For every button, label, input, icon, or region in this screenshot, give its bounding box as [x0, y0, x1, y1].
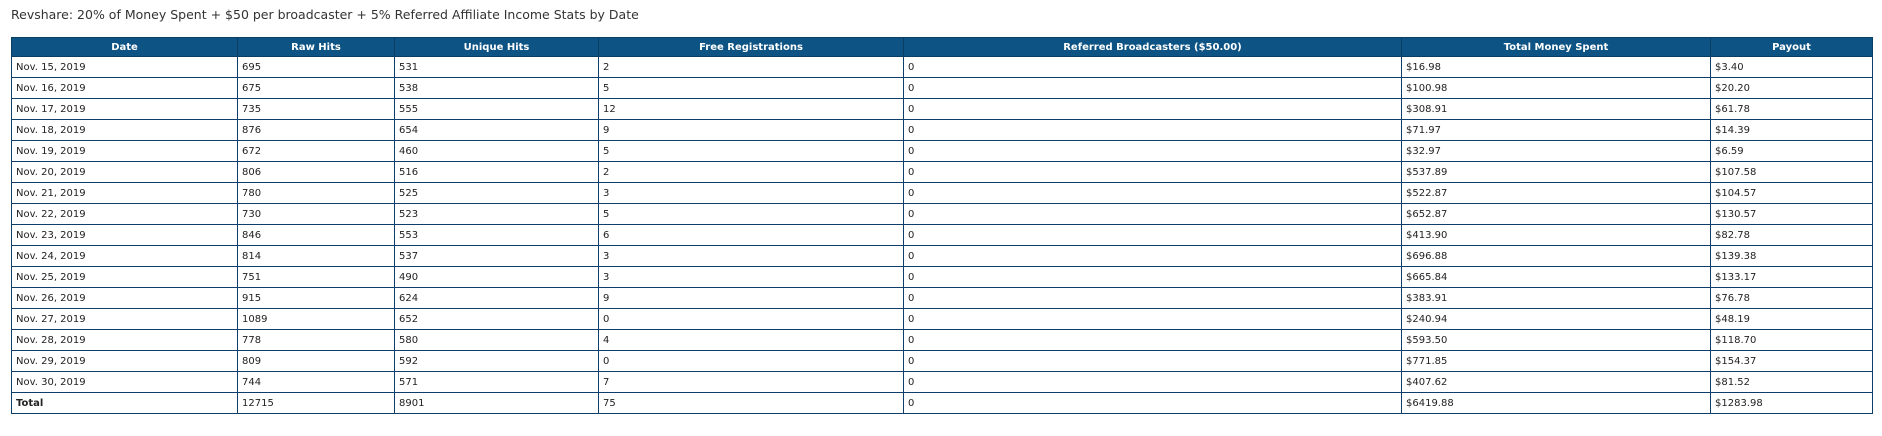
cell-raw-hits: 735 [238, 99, 395, 120]
cell-date: Nov. 28, 2019 [12, 330, 238, 351]
cell-referred-broadcasters: 0 [904, 57, 1402, 78]
cell-payout: $133.17 [1711, 267, 1873, 288]
cell-unique-hits: 652 [395, 309, 599, 330]
cell-unique-hits: 592 [395, 351, 599, 372]
cell-total-money-spent: $413.90 [1402, 225, 1711, 246]
cell-payout: $20.20 [1711, 78, 1873, 99]
table-body [12, 57, 1873, 414]
total-referred-broadcasters: 0 [904, 393, 1402, 414]
cell-referred-broadcasters: 0 [904, 225, 1402, 246]
cell-free-registrations: 9 [599, 288, 904, 309]
cell-date: Nov. 27, 2019 [12, 309, 238, 330]
cell-unique-hits: 571 [395, 372, 599, 393]
cell-unique-hits: 555 [395, 99, 599, 120]
cell-free-registrations: 5 [599, 204, 904, 225]
cell-total-money-spent: $593.50 [1402, 330, 1711, 351]
cell-free-registrations: 2 [599, 57, 904, 78]
cell-raw-hits: 672 [238, 141, 395, 162]
table-row [12, 204, 1873, 225]
cell-total-money-spent: $771.85 [1402, 351, 1711, 372]
column-header-unique-hits[interactable]: Unique Hits [395, 38, 599, 57]
table-row [12, 78, 1873, 99]
cell-free-registrations: 3 [599, 246, 904, 267]
cell-total-money-spent: $16.98 [1402, 57, 1711, 78]
total-unique-hits: 8901 [395, 393, 599, 414]
total-free-registrations: 75 [599, 393, 904, 414]
table-row [12, 183, 1873, 204]
cell-referred-broadcasters: 0 [904, 372, 1402, 393]
cell-referred-broadcasters: 0 [904, 162, 1402, 183]
cell-unique-hits: 537 [395, 246, 599, 267]
table-row [12, 372, 1873, 393]
cell-unique-hits: 525 [395, 183, 599, 204]
total-total-money-spent: $6419.88 [1402, 393, 1711, 414]
cell-raw-hits: 751 [238, 267, 395, 288]
cell-payout: $139.38 [1711, 246, 1873, 267]
cell-raw-hits: 806 [238, 162, 395, 183]
table-row [12, 330, 1873, 351]
cell-free-registrations: 3 [599, 267, 904, 288]
cell-payout: $48.19 [1711, 309, 1873, 330]
cell-unique-hits: 460 [395, 141, 599, 162]
cell-total-money-spent: $537.89 [1402, 162, 1711, 183]
cell-raw-hits: 814 [238, 246, 395, 267]
cell-unique-hits: 553 [395, 225, 599, 246]
cell-total-money-spent: $522.87 [1402, 183, 1711, 204]
cell-raw-hits: 846 [238, 225, 395, 246]
cell-date: Nov. 15, 2019 [12, 57, 238, 78]
cell-date: Nov. 16, 2019 [12, 78, 238, 99]
cell-referred-broadcasters: 0 [904, 204, 1402, 225]
cell-free-registrations: 0 [599, 351, 904, 372]
cell-payout: $3.40 [1711, 57, 1873, 78]
cell-raw-hits: 695 [238, 57, 395, 78]
cell-free-registrations: 3 [599, 183, 904, 204]
cell-payout: $154.37 [1711, 351, 1873, 372]
cell-payout: $14.39 [1711, 120, 1873, 141]
cell-date: Nov. 25, 2019 [12, 267, 238, 288]
cell-referred-broadcasters: 0 [904, 183, 1402, 204]
cell-payout: $118.70 [1711, 330, 1873, 351]
cell-date: Nov. 29, 2019 [12, 351, 238, 372]
column-header-total-money-spent[interactable]: Total Money Spent [1402, 38, 1711, 57]
cell-referred-broadcasters: 0 [904, 267, 1402, 288]
table-row [12, 225, 1873, 246]
cell-date: Nov. 24, 2019 [12, 246, 238, 267]
total-date: Total [12, 393, 238, 414]
table-row [12, 141, 1873, 162]
table-row [12, 57, 1873, 78]
cell-total-money-spent: $696.88 [1402, 246, 1711, 267]
total-raw-hits: 12715 [238, 393, 395, 414]
cell-unique-hits: 490 [395, 267, 599, 288]
cell-date: Nov. 23, 2019 [12, 225, 238, 246]
cell-raw-hits: 876 [238, 120, 395, 141]
table-row [12, 99, 1873, 120]
cell-free-registrations: 4 [599, 330, 904, 351]
cell-raw-hits: 915 [238, 288, 395, 309]
cell-total-money-spent: $100.98 [1402, 78, 1711, 99]
cell-raw-hits: 809 [238, 351, 395, 372]
table-total-row [12, 393, 1873, 414]
cell-free-registrations: 9 [599, 120, 904, 141]
cell-raw-hits: 730 [238, 204, 395, 225]
cell-free-registrations: 5 [599, 78, 904, 99]
cell-unique-hits: 531 [395, 57, 599, 78]
column-header-referred-broadcasters[interactable]: Referred Broadcasters ($50.00) [904, 38, 1402, 57]
cell-unique-hits: 624 [395, 288, 599, 309]
table-row [12, 267, 1873, 288]
cell-referred-broadcasters: 0 [904, 330, 1402, 351]
page-heading: Revshare: 20% of Money Spent + $50 per broadcaster + 5% Referred Affiliate Income Stats by Date [11, 7, 639, 22]
cell-referred-broadcasters: 0 [904, 99, 1402, 120]
cell-referred-broadcasters: 0 [904, 246, 1402, 267]
column-header-raw-hits[interactable]: Raw Hits [238, 38, 395, 57]
cell-raw-hits: 1089 [238, 309, 395, 330]
cell-payout: $61.78 [1711, 99, 1873, 120]
column-header-payout[interactable]: Payout [1711, 38, 1873, 57]
table-header-row [12, 38, 1873, 57]
cell-total-money-spent: $383.91 [1402, 288, 1711, 309]
cell-total-money-spent: $32.97 [1402, 141, 1711, 162]
cell-total-money-spent: $71.97 [1402, 120, 1711, 141]
cell-total-money-spent: $665.84 [1402, 267, 1711, 288]
cell-free-registrations: 2 [599, 162, 904, 183]
cell-total-money-spent: $308.91 [1402, 99, 1711, 120]
table-row [12, 120, 1873, 141]
cell-referred-broadcasters: 0 [904, 141, 1402, 162]
cell-payout: $6.59 [1711, 141, 1873, 162]
cell-total-money-spent: $240.94 [1402, 309, 1711, 330]
cell-total-money-spent: $652.87 [1402, 204, 1711, 225]
cell-date: Nov. 20, 2019 [12, 162, 238, 183]
cell-payout: $130.57 [1711, 204, 1873, 225]
cell-raw-hits: 780 [238, 183, 395, 204]
cell-unique-hits: 516 [395, 162, 599, 183]
cell-unique-hits: 580 [395, 330, 599, 351]
cell-referred-broadcasters: 0 [904, 78, 1402, 99]
cell-payout: $81.52 [1711, 372, 1873, 393]
table-row [12, 162, 1873, 183]
cell-payout: $107.58 [1711, 162, 1873, 183]
cell-date: Nov. 26, 2019 [12, 288, 238, 309]
cell-payout: $82.78 [1711, 225, 1873, 246]
column-header-date[interactable]: Date [12, 38, 238, 57]
cell-free-registrations: 6 [599, 225, 904, 246]
cell-unique-hits: 523 [395, 204, 599, 225]
total-payout: $1283.98 [1711, 393, 1873, 414]
table-row [12, 246, 1873, 267]
column-header-free-registrations[interactable]: Free Registrations [599, 38, 904, 57]
table-row [12, 309, 1873, 330]
cell-raw-hits: 744 [238, 372, 395, 393]
cell-raw-hits: 675 [238, 78, 395, 99]
stats-table [11, 37, 1873, 414]
cell-date: Nov. 30, 2019 [12, 372, 238, 393]
cell-payout: $76.78 [1711, 288, 1873, 309]
cell-referred-broadcasters: 0 [904, 351, 1402, 372]
table-row [12, 288, 1873, 309]
cell-date: Nov. 18, 2019 [12, 120, 238, 141]
cell-total-money-spent: $407.62 [1402, 372, 1711, 393]
cell-date: Nov. 19, 2019 [12, 141, 238, 162]
cell-unique-hits: 538 [395, 78, 599, 99]
cell-free-registrations: 12 [599, 99, 904, 120]
cell-date: Nov. 22, 2019 [12, 204, 238, 225]
cell-raw-hits: 778 [238, 330, 395, 351]
cell-free-registrations: 7 [599, 372, 904, 393]
cell-payout: $104.57 [1711, 183, 1873, 204]
table-row [12, 351, 1873, 372]
cell-date: Nov. 21, 2019 [12, 183, 238, 204]
cell-date: Nov. 17, 2019 [12, 99, 238, 120]
cell-referred-broadcasters: 0 [904, 288, 1402, 309]
cell-referred-broadcasters: 0 [904, 309, 1402, 330]
cell-referred-broadcasters: 0 [904, 120, 1402, 141]
cell-free-registrations: 0 [599, 309, 904, 330]
cell-unique-hits: 654 [395, 120, 599, 141]
cell-free-registrations: 5 [599, 141, 904, 162]
